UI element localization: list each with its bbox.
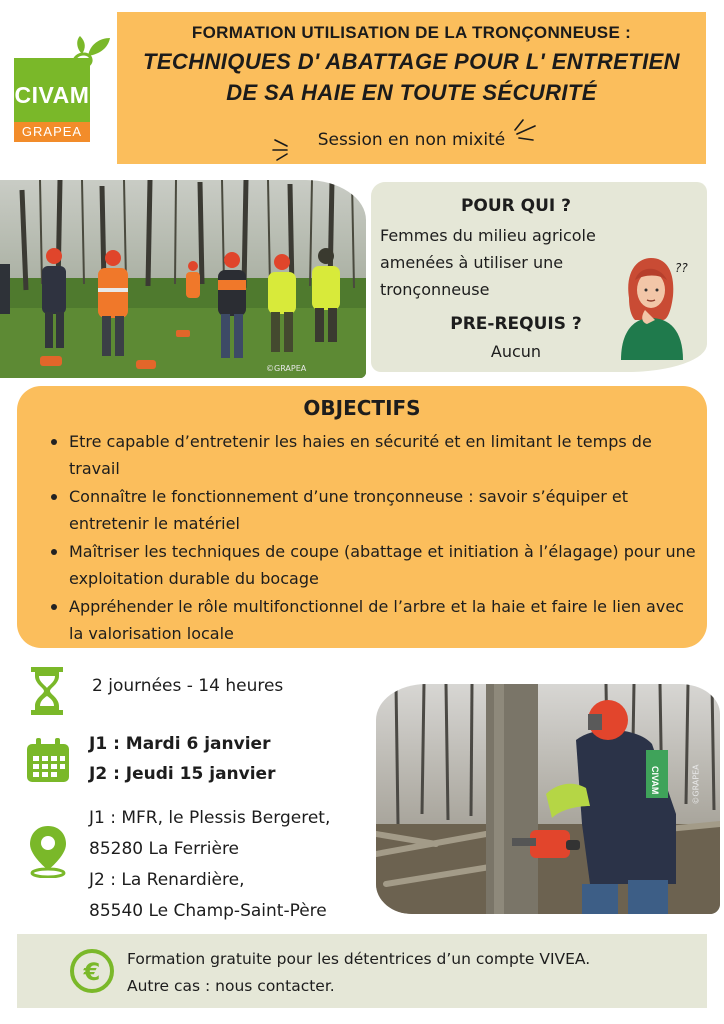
chainsaw-operator-photo bbox=[376, 684, 720, 914]
bullet-icon bbox=[51, 439, 57, 445]
prereq-value: Aucun bbox=[490, 342, 542, 361]
pricing-text bbox=[127, 946, 590, 1000]
date-day-1: J1 : Mardi 6 janvier bbox=[89, 734, 271, 754]
group-photo-illustration bbox=[0, 180, 366, 378]
hourglass-icon bbox=[30, 666, 64, 716]
euro-symbol: € bbox=[83, 958, 101, 986]
chainsaw-photo-illustration bbox=[376, 684, 720, 914]
sparkle-left-icon bbox=[271, 134, 301, 164]
objective-item bbox=[47, 593, 697, 647]
objective-item bbox=[47, 428, 697, 482]
civam-logo bbox=[14, 34, 110, 146]
photo-credit: ©GRAPEA bbox=[691, 764, 701, 805]
objective-text: Maîtriser les techniques de coupe (abattage et initiation à l’élagage) pour une exploitation durable du bocage bbox=[69, 542, 696, 588]
pricing-line-1: Formation gratuite pour les détentrices d’un compte VIVEA. bbox=[127, 950, 591, 968]
who-description bbox=[380, 222, 612, 303]
thought-marks: ?? bbox=[675, 261, 688, 275]
objective-item bbox=[47, 483, 697, 537]
objective-text: Etre capable d’entretenir les haies en sécurité et en limitant le temps de travail bbox=[69, 432, 652, 478]
photo-credit: ©GRAPEA bbox=[266, 364, 307, 373]
objectives-box bbox=[17, 386, 707, 648]
venue-line: 85540 Le Champ-Saint-Père bbox=[89, 901, 327, 921]
who-title: POUR QUI ? bbox=[460, 196, 572, 216]
title-line-3: DE SA HAIE EN TOUTE SÉCURITÉ bbox=[226, 80, 597, 105]
location-pin-icon bbox=[26, 824, 70, 878]
objective-item bbox=[47, 538, 697, 592]
prereq-title: PRE-REQUIS ? bbox=[450, 314, 582, 334]
venue-line: J1 : MFR, le Plessis Bergeret, bbox=[89, 808, 331, 828]
thinking-woman-illustration bbox=[615, 250, 695, 360]
logo-subname: GRAPEA bbox=[14, 122, 90, 142]
objectives-list bbox=[47, 428, 697, 648]
logo-name: CIVAM bbox=[14, 82, 90, 108]
bullet-icon bbox=[51, 494, 57, 500]
who-line: Femmes du milieu agricole bbox=[380, 226, 596, 245]
title-banner bbox=[117, 12, 706, 164]
objectives-title: OBJECTIFS bbox=[303, 396, 421, 420]
objective-text: Appréhender le rôle multifonctionnel de l’arbre et la haie et faire le lien avec la valorisation locale bbox=[69, 597, 684, 643]
target-audience-box bbox=[371, 182, 707, 372]
duration: 2 journées - 14 heures bbox=[92, 676, 284, 696]
venue-line: 85280 La Ferrière bbox=[89, 839, 240, 859]
who-line: tronçonneuse bbox=[380, 280, 490, 299]
euro-icon bbox=[69, 948, 115, 994]
pricing-line-2: Autre cas : nous contacter. bbox=[127, 977, 335, 995]
session-label: Session en non mixité bbox=[317, 130, 506, 150]
pricing-footer bbox=[17, 934, 707, 1008]
objective-text: Connaître le fonctionnement d’une tronçonneuse : savoir s’équiper et entretenir le matériel bbox=[69, 487, 628, 533]
group-training-photo bbox=[0, 180, 366, 378]
bullet-icon bbox=[51, 549, 57, 555]
date-day-2: J2 : Jeudi 15 janvier bbox=[89, 764, 276, 784]
sparkle-right-icon bbox=[509, 116, 539, 146]
session-dates bbox=[89, 729, 275, 789]
who-line: amenées à utiliser une bbox=[380, 253, 564, 272]
calendar-icon bbox=[24, 736, 72, 784]
shirt-logo: CIVAM bbox=[650, 766, 660, 795]
venues bbox=[89, 803, 330, 927]
title-line-2: TECHNIQUES D' ABATTAGE POUR L' ENTRETIEN bbox=[143, 49, 680, 74]
venue-line: J2 : La Renardière, bbox=[89, 870, 245, 890]
bullet-icon bbox=[51, 604, 57, 610]
title-line-1: FORMATION UTILISATION DE LA TRONÇONNEUSE : bbox=[191, 23, 632, 42]
